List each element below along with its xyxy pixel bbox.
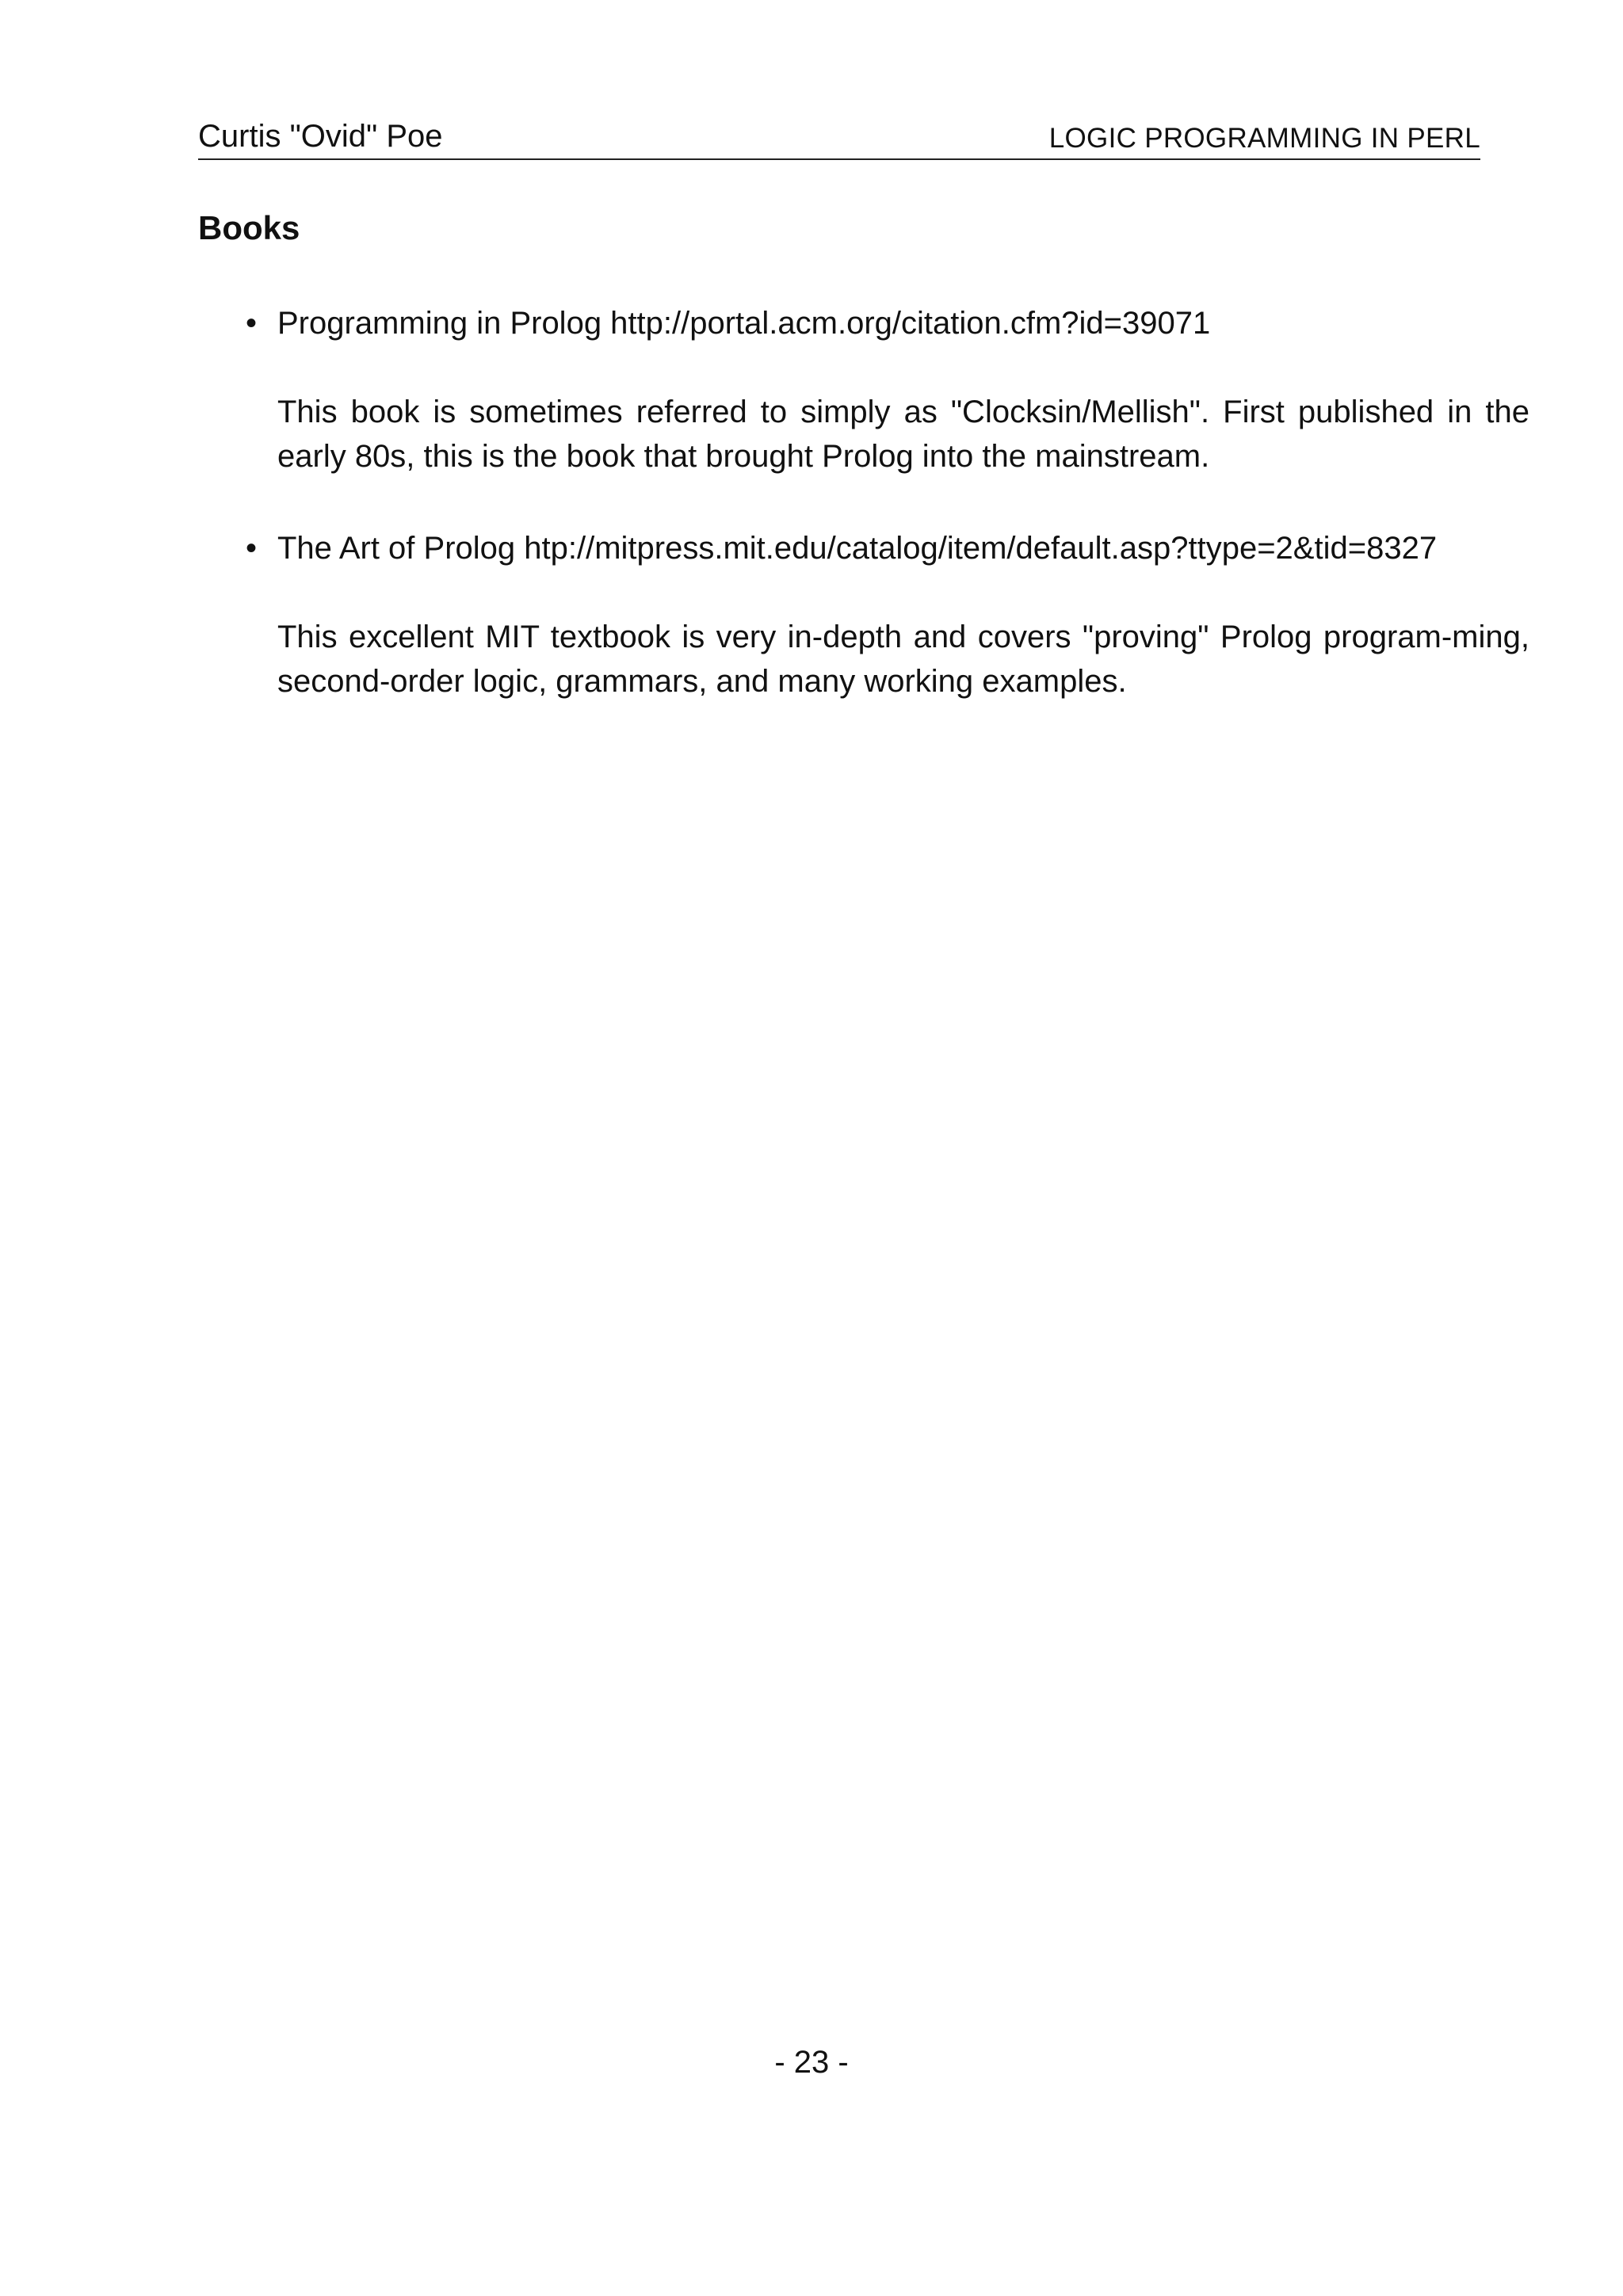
book-description: This excellent MIT textbook is very in-depth and covers "proving" Prolog program-ming, second-order logic, grammars, and many working examples. bbox=[277, 620, 1529, 699]
page-header bbox=[198, 117, 1480, 160]
section-title: Books bbox=[198, 209, 300, 246]
header-title: LOGIC PROGRAMMING IN PERL bbox=[1048, 123, 1480, 154]
bullet-icon: • bbox=[246, 306, 258, 341]
book-list bbox=[198, 301, 1529, 751]
book-description: This book is sometimes referred to simply as "Clocksin/Mellish". First published in the early 80s, this is the book that brought Prolog into the mainstream. bbox=[277, 395, 1529, 474]
book-title-line: Programming in Prolog http://portal.acm.org/citation.cfm?id=39071 bbox=[277, 306, 1211, 341]
page-number: - 23 - bbox=[774, 2045, 849, 2080]
book-title-line: The Art of Prolog htp://mitpress.mit.edu/catalog/item/default.asp?ttype=2&tid=8327 bbox=[277, 531, 1438, 566]
list-item bbox=[198, 301, 1529, 479]
list-item bbox=[198, 526, 1529, 704]
bullet-icon: • bbox=[246, 531, 258, 566]
header-author: Curtis "Ovid" Poe bbox=[198, 119, 443, 154]
